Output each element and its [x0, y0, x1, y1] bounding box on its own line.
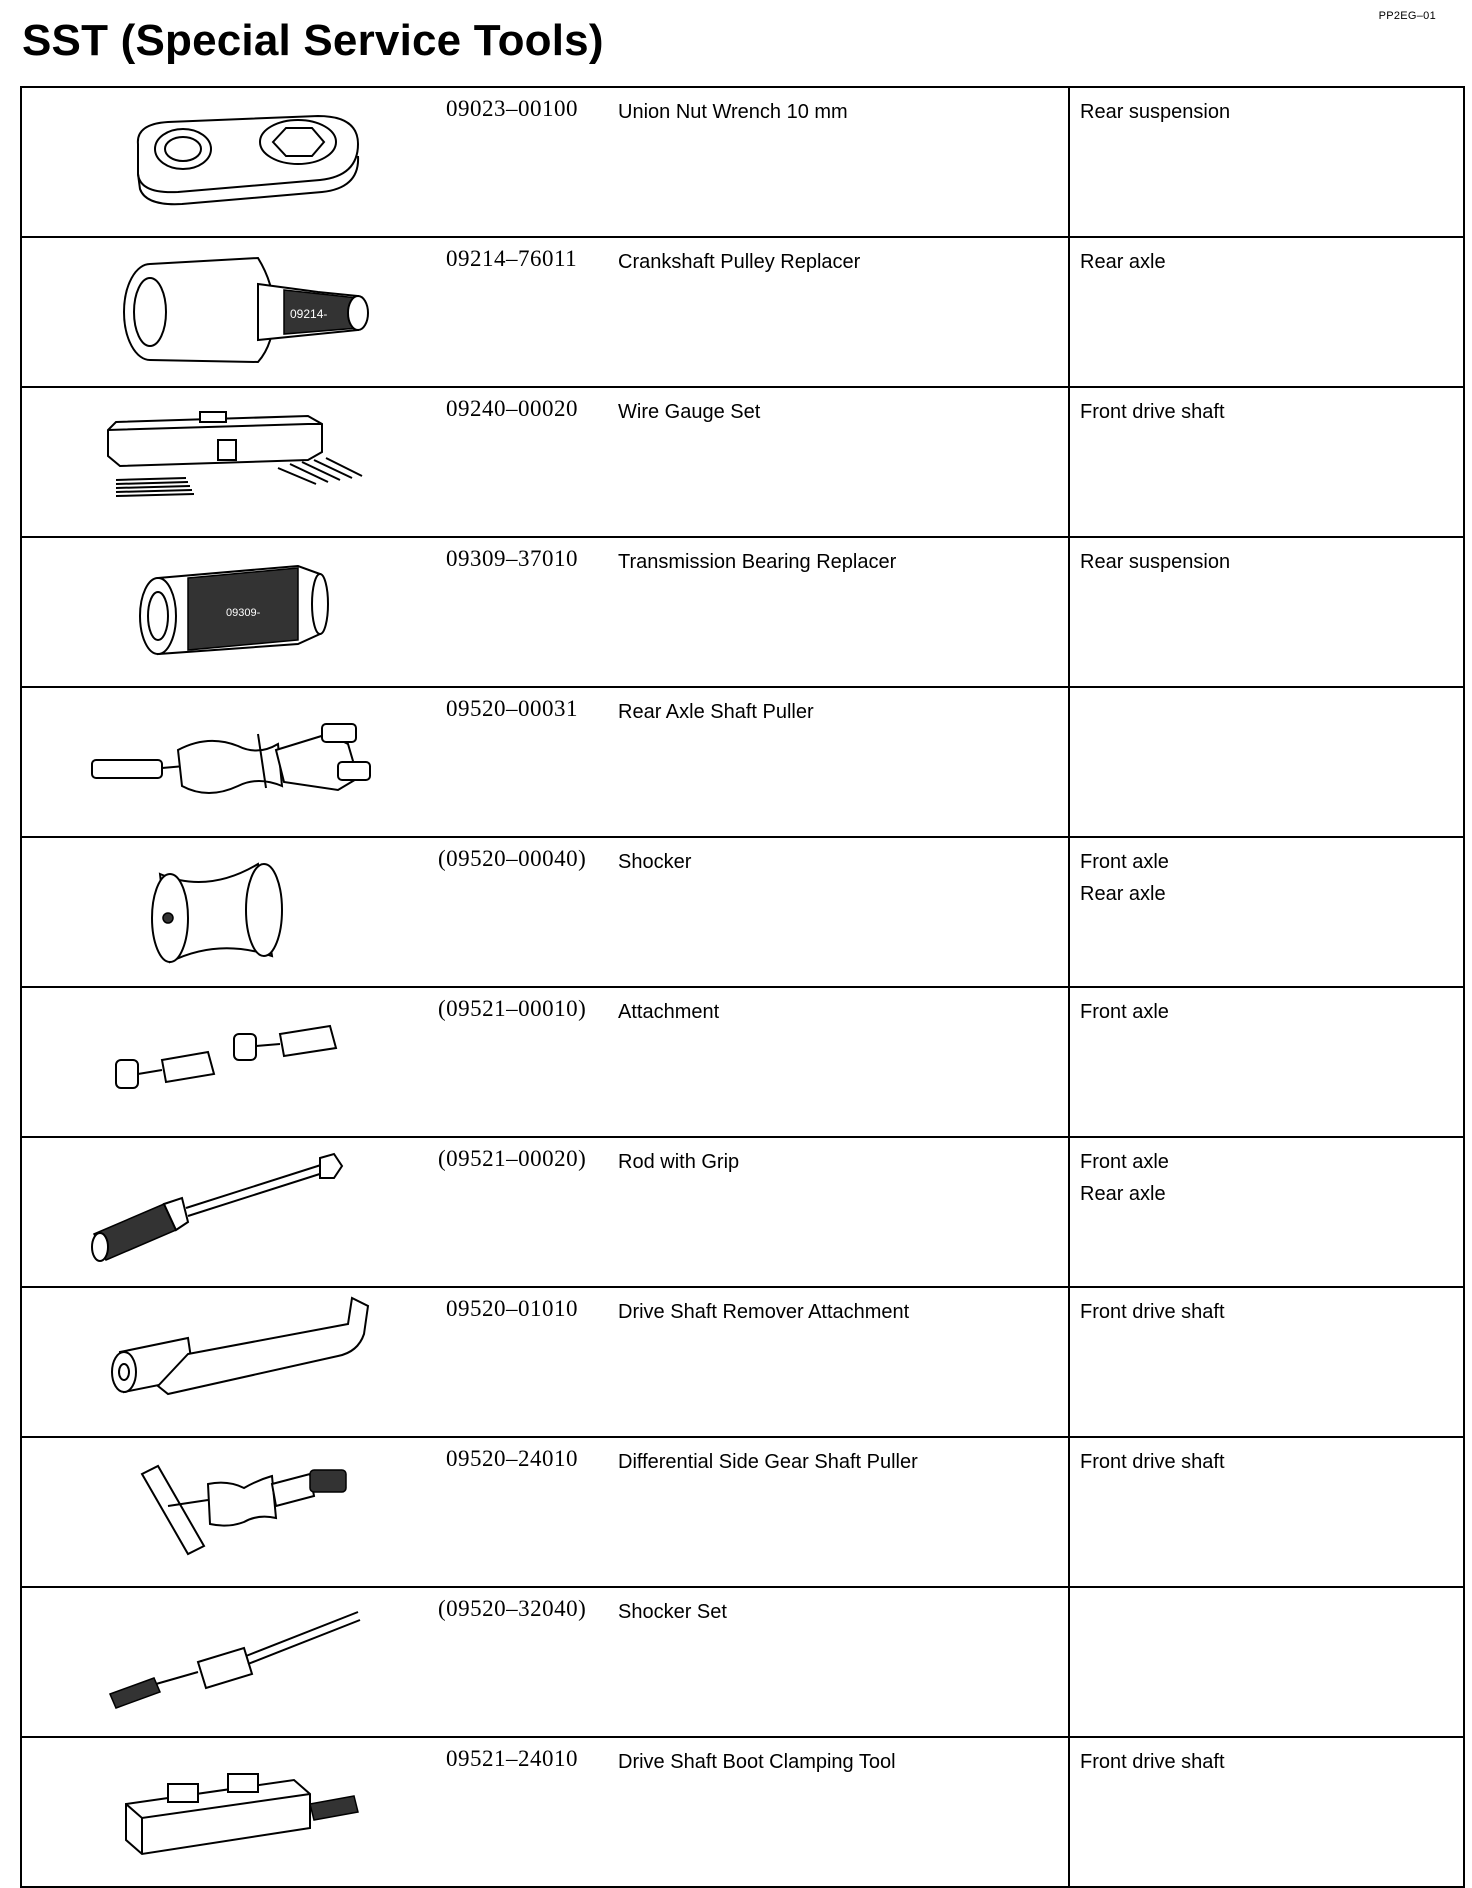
used-for-cell: [1069, 1137, 1464, 1287]
part-number: 09214–76011: [446, 246, 578, 271]
tool-name: Wire Gauge Set: [618, 401, 761, 423]
used-for-cell: [1069, 87, 1464, 237]
table-row: [21, 987, 1464, 1137]
svg-text:09309-: 09309-: [226, 607, 261, 619]
used-for-cell: [1069, 1587, 1464, 1737]
tool-name: Shocker: [618, 851, 692, 873]
use-item: Rear suspension: [1080, 551, 1231, 573]
used-for-cell: [1069, 987, 1464, 1137]
part-number: 09521–24010: [446, 1746, 578, 1771]
tool-name: Drive Shaft Remover Attachment: [618, 1301, 910, 1323]
drive-shaft-remover-attachment-illustration: [58, 1294, 398, 1424]
used-for-cell: [1069, 1737, 1464, 1887]
part-number: (09521–00010): [438, 996, 587, 1021]
use-item: Front axle: [1080, 1001, 1169, 1023]
use-item: Rear suspension: [1080, 101, 1231, 123]
used-for-cell: [1069, 687, 1464, 837]
use-item: Front axle: [1080, 1151, 1169, 1173]
crankshaft-pulley-replacer-illustration: [58, 244, 398, 374]
table-row: [21, 837, 1464, 987]
differential-side-gear-shaft-puller-illustration: [58, 1444, 398, 1574]
tool-name: Attachment: [618, 1001, 720, 1023]
part-number: 09520–01010: [446, 1296, 578, 1321]
rear-axle-shaft-puller-illustration: [58, 694, 398, 824]
tool-name: Transmission Bearing Replacer: [618, 551, 897, 573]
used-for-cell: [1069, 837, 1464, 987]
table-row: [21, 87, 1464, 237]
shocker-illustration: [58, 844, 398, 974]
use-item: Front axle: [1080, 851, 1169, 873]
tool-name: Drive Shaft Boot Clamping Tool: [618, 1751, 896, 1773]
document-code: PP2EG–01: [1378, 10, 1436, 22]
table-row: [21, 1287, 1464, 1437]
table-row: [21, 387, 1464, 537]
rod-with-grip-illustration: [58, 1144, 398, 1274]
tool-name: Differential Side Gear Shaft Puller: [618, 1451, 918, 1473]
used-for-cell: [1069, 1437, 1464, 1587]
tool-name: Rear Axle Shaft Puller: [618, 701, 814, 723]
part-number: 09520–24010: [446, 1446, 578, 1471]
transmission-bearing-replacer-illustration: [58, 544, 398, 674]
shocker-set-illustration: [58, 1594, 398, 1724]
used-for-cell: [1069, 1287, 1464, 1437]
use-item: Rear axle: [1080, 883, 1166, 905]
tool-name: Union Nut Wrench 10 mm: [618, 101, 848, 123]
used-for-cell: [1069, 237, 1464, 387]
used-for-cell: [1069, 537, 1464, 687]
use-item: Rear axle: [1080, 251, 1166, 273]
table-row: [21, 1587, 1464, 1737]
tool-name: Shocker Set: [618, 1601, 727, 1623]
table-row: [21, 687, 1464, 837]
part-number: (09520–32040): [438, 1596, 587, 1621]
part-number: 09240–00020: [446, 396, 578, 421]
union-nut-wrench-illustration: [58, 94, 398, 224]
table-row: [21, 237, 1464, 387]
use-item: Front drive shaft: [1080, 1301, 1225, 1323]
table-row: [21, 1737, 1464, 1887]
use-item: Front drive shaft: [1080, 1451, 1225, 1473]
part-number: 09520–00031: [446, 696, 578, 721]
drive-shaft-boot-clamping-tool-illustration: [58, 1744, 398, 1874]
svg-text:09214-: 09214-: [290, 307, 328, 321]
table-row: [21, 1437, 1464, 1587]
use-item: Rear axle: [1080, 1183, 1166, 1205]
page-title: SST (Special Service Tools): [22, 16, 604, 65]
use-item: Front drive shaft: [1080, 401, 1225, 423]
tool-name: Crankshaft Pulley Replacer: [618, 251, 861, 273]
part-number: (09520–00040): [438, 846, 587, 871]
sst-table: [20, 86, 1465, 1888]
attachment-illustration: [58, 994, 398, 1124]
used-for-cell: [1069, 387, 1464, 537]
table-row: [21, 537, 1464, 687]
part-number: (09521–00020): [438, 1146, 587, 1171]
wire-gauge-set-illustration: [58, 394, 398, 524]
part-number: 09023–00100: [446, 96, 578, 121]
tool-name: Rod with Grip: [618, 1151, 740, 1173]
table-row: [21, 1137, 1464, 1287]
part-number: 09309–37010: [446, 546, 578, 571]
use-item: Front drive shaft: [1080, 1751, 1225, 1773]
